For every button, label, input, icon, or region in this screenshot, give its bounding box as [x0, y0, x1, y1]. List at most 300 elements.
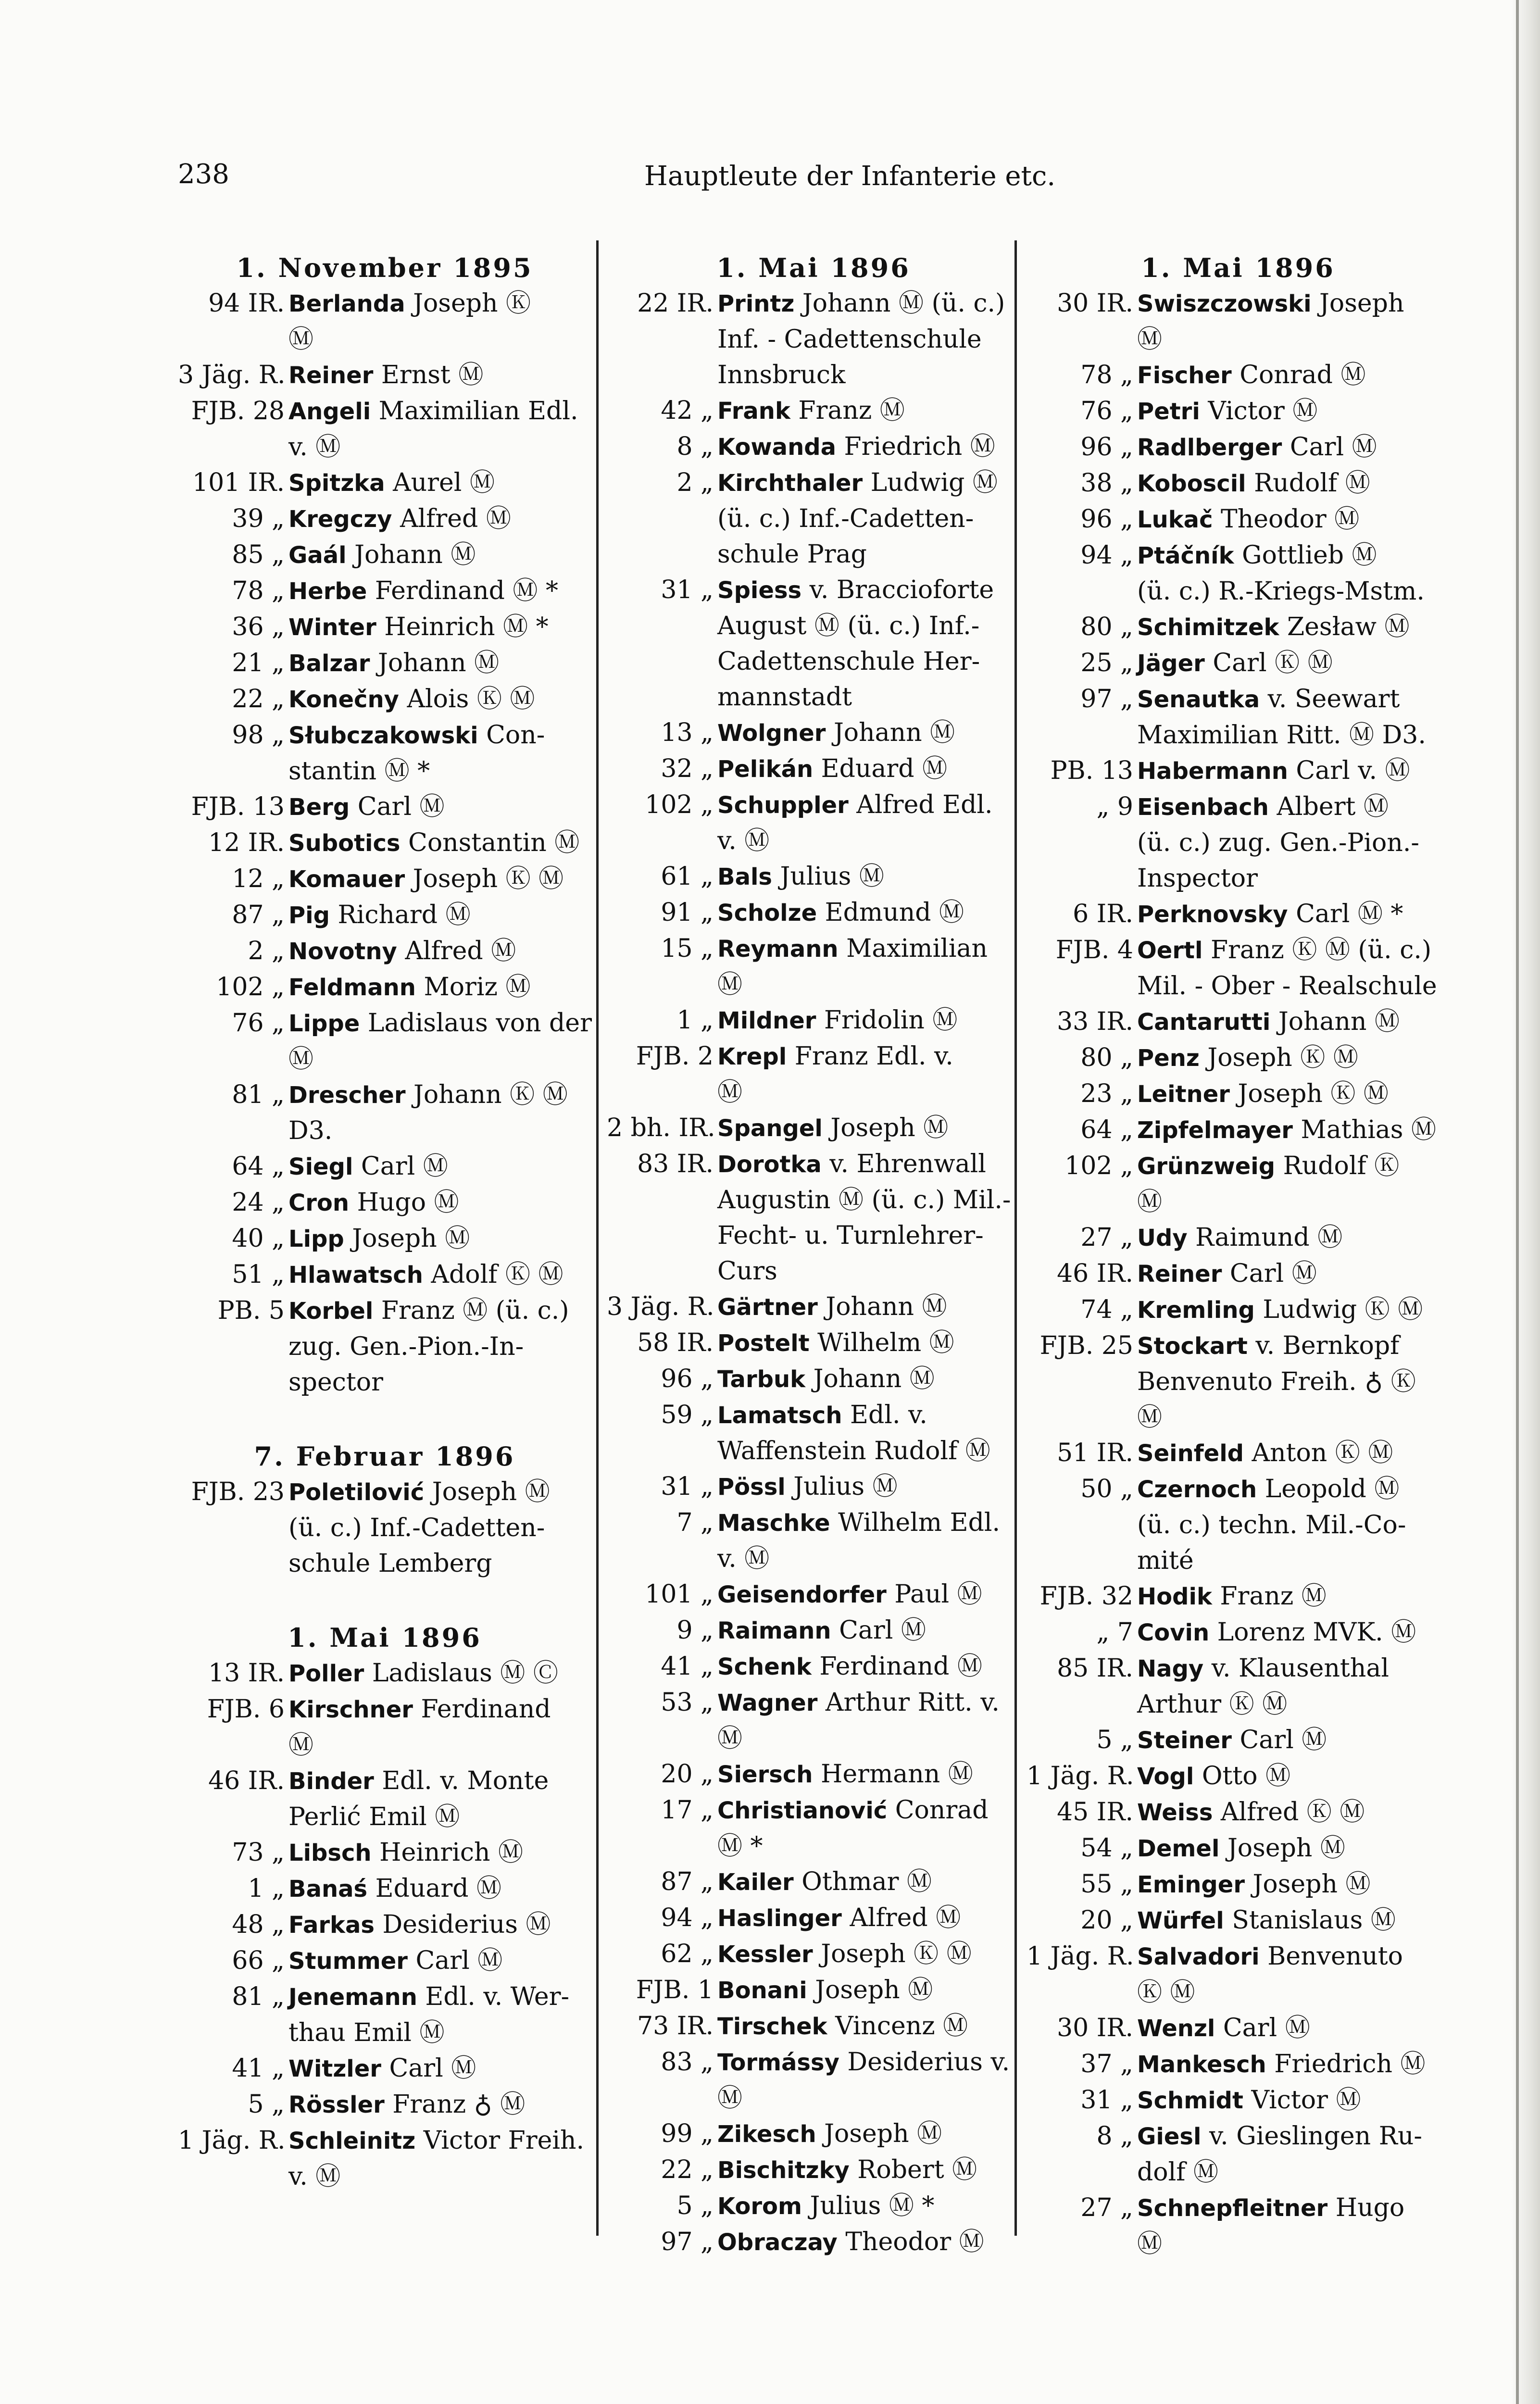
officer-surname: Farkas: [288, 1912, 375, 1939]
officer-details: Johann Ⓜ: [817, 1292, 947, 1321]
officer-details: Rudolf Ⓚ: [1275, 1152, 1400, 1180]
entry-continuation: Ⓜ: [1137, 1188, 1163, 1216]
officer-surname: Jäger: [1137, 650, 1205, 677]
officer-surname: Lippe: [288, 1010, 360, 1037]
list-entry: [1027, 1830, 1450, 1866]
entry-first-line: [1137, 1615, 1450, 1651]
officer-details: Richard Ⓜ: [330, 901, 471, 929]
officer-details: Franz Ⓜ: [1212, 1582, 1327, 1611]
officer-surname: Korom: [717, 2193, 802, 2220]
officer-surname: Leitner: [1137, 1081, 1230, 1108]
unit-number: 27 „: [1080, 1223, 1133, 1252]
list-entry: [1027, 1722, 1450, 1758]
unit-number: 23 „: [1080, 1079, 1133, 1108]
list-entry: [607, 859, 1020, 895]
list-entry: [1027, 1004, 1450, 1040]
list-entry: [178, 1979, 591, 2051]
entry-first-line: [1137, 789, 1450, 825]
entry-first-line: [1137, 896, 1450, 932]
list-entry: [178, 537, 591, 573]
entry-first-line: [288, 1907, 591, 1943]
unit-number: 8 „: [676, 432, 714, 461]
entry-continuation: Fecht- u. Turnlehrer-: [717, 1221, 984, 1250]
officer-surname: Kremling: [1137, 1297, 1255, 1324]
entry-first-line: [1137, 1292, 1450, 1328]
entry-continuation: August Ⓜ (ü. c.) Inf.-: [717, 612, 980, 640]
officer-details: Joseph Ⓜ: [1245, 1870, 1371, 1899]
entry-first-line: [1137, 2082, 1450, 2118]
entry-continuation: zug. Gen.-Pion.-In-: [288, 1332, 524, 1361]
officer-surname: Novotny: [288, 938, 397, 965]
officer-details: Edl. v. Wer-: [417, 1982, 570, 2011]
unit-number: FJB. 23: [191, 1477, 285, 1506]
officer-details: Desiderius Ⓜ: [374, 1910, 551, 1939]
officer-details: Ferdinand Ⓜ *: [367, 576, 558, 605]
officer-surname: Lukač: [1137, 506, 1213, 533]
officer-details: Joseph Ⓚ Ⓜ: [1229, 1079, 1389, 1108]
officer-details: Julius Ⓜ *: [802, 2191, 935, 2220]
list-entry: [178, 1763, 591, 1835]
entry-first-line: [288, 2051, 591, 2087]
entry-continuation: Augustin Ⓜ (ü. c.) Mil.-: [717, 1186, 1011, 1215]
officer-surname: Spiess: [717, 577, 802, 604]
officer-details: Julius Ⓜ: [785, 1472, 898, 1501]
officer-surname: Wenzl: [1137, 2015, 1215, 2042]
entry-first-line: [717, 2116, 1020, 2152]
section-gap: [178, 1400, 591, 1439]
officer-surname: Koboscil: [1137, 470, 1246, 497]
list-entry: [1027, 1435, 1450, 1471]
officer-details: Paul Ⓜ: [886, 1580, 982, 1609]
officer-details: Alfred Ⓜ: [392, 504, 511, 533]
officer-details: v. Braccioforte: [801, 576, 994, 604]
entry-first-line: [288, 357, 591, 393]
officer-details: Johann Ⓜ: [370, 649, 500, 677]
unit-number: 2 bh. IR.: [607, 1114, 715, 1142]
list-entry: [607, 2152, 1020, 2188]
entry-continuation: spector: [288, 1368, 383, 1397]
officer-surname: Rössler: [288, 2091, 385, 2118]
officer-details: v. Bernkopf: [1247, 1331, 1400, 1360]
unit-number: 64 „: [232, 1152, 285, 1181]
entry-continuation: (ü. c.) techn. Mil.-Co-: [1137, 1511, 1406, 1540]
unit-number: FJB. 4: [1055, 936, 1133, 964]
officer-surname: Czernoch: [1137, 1476, 1257, 1503]
entry-first-line: [288, 1691, 591, 1728]
officer-surname: Raimann: [717, 1617, 831, 1644]
list-entry: [178, 933, 591, 969]
entry-continuation: Ⓜ: [717, 970, 743, 999]
unit-number: 45 IR.: [1057, 1798, 1133, 1827]
list-entry: [178, 465, 591, 501]
entry-first-line: [288, 1763, 591, 1799]
entry-continuation: v. Ⓜ: [717, 1544, 770, 1573]
unit-number: 1 „: [248, 1874, 285, 1903]
entry-first-line: [288, 1835, 591, 1871]
entry-continuation: Inspector: [1137, 864, 1258, 893]
entry-continuation: Ⓜ: [1137, 1403, 1163, 1432]
officer-surname: Reiner: [288, 362, 374, 389]
officer-details: Gottlieb Ⓜ: [1234, 541, 1377, 570]
entry-first-line: [717, 1002, 1020, 1039]
list-entry: [178, 681, 591, 717]
list-entry: [607, 2008, 1020, 2044]
officer-surname: Feldmann: [288, 974, 416, 1001]
unit-number: 50 „: [1080, 1475, 1133, 1503]
list-entry: [607, 1469, 1020, 1505]
officer-surname: Habermann: [1137, 758, 1288, 785]
unit-number: 48 „: [232, 1910, 285, 1939]
list-entry: [607, 429, 1020, 465]
unit-number: FJB. 1: [636, 1976, 714, 2004]
officer-surname: Drescher: [288, 1082, 406, 1109]
unit-number: 78 „: [232, 576, 285, 605]
list-entry: [607, 1110, 1020, 1146]
entry-first-line: [717, 895, 1020, 931]
entry-first-line: [717, 1792, 1020, 1828]
officer-details: Wilhelm Edl.: [830, 1508, 1001, 1537]
unit-number: 5 „: [248, 2090, 285, 2119]
list-entry: [1027, 1112, 1450, 1148]
unit-number: 38 „: [1080, 469, 1133, 498]
list-entry: [178, 645, 591, 681]
officer-surname: Bonani: [717, 1977, 807, 2004]
entry-continuation: Ⓜ: [717, 2084, 743, 2113]
officer-details: Carl Ⓜ: [350, 792, 445, 821]
entry-continuation: Waffenstein Rudolf Ⓜ: [717, 1437, 990, 1465]
list-entry: [1027, 2082, 1450, 2118]
officer-details: Ladislaus Ⓜ Ⓒ: [364, 1659, 558, 1688]
officer-surname: Kowanda: [717, 434, 836, 461]
entry-continuation: v. Ⓜ: [288, 433, 341, 462]
entry-first-line: [717, 429, 1020, 465]
officer-details: v. Gieslingen Ru-: [1201, 2122, 1422, 2151]
officer-details: Franz Ⓜ: [790, 396, 905, 425]
officer-details: Franz Ⓚ Ⓜ (ü. c.): [1202, 936, 1432, 964]
officer-details: Carl Ⓚ Ⓜ: [1204, 649, 1333, 677]
officer-surname: Haslinger: [717, 1905, 842, 1932]
officer-details: Joseph Ⓚ Ⓜ: [405, 864, 564, 893]
officer-details: Carl Ⓜ: [1222, 1259, 1317, 1288]
officer-surname: Lipp: [288, 1226, 344, 1252]
officer-surname: Pössl: [717, 1474, 786, 1501]
officer-surname: Siegl: [288, 1153, 353, 1180]
list-entry: [1027, 1148, 1450, 1220]
officer-surname: Binder: [288, 1768, 374, 1795]
unit-number: 27 „: [1080, 2193, 1133, 2222]
entry-first-line: [717, 1469, 1020, 1505]
officer-details: Conrad Ⓜ: [1231, 361, 1366, 389]
entry-first-line: [717, 1039, 1020, 1075]
entry-first-line: [1137, 357, 1450, 393]
entry-first-line: [288, 933, 591, 969]
list-entry: [178, 1293, 591, 1400]
officer-details: Friedrich Ⓜ: [1266, 2050, 1426, 2078]
entry-continuation: schule Prag: [717, 540, 867, 569]
officer-details: Joseph Ⓜ: [816, 2119, 942, 2148]
unit-number: 20 „: [1080, 1906, 1133, 1935]
entry-continuation: mannstadt: [717, 683, 852, 712]
officer-surname: Ptáčník: [1137, 542, 1234, 569]
entry-first-line: [1137, 1220, 1450, 1256]
officer-details: Albert Ⓜ: [1268, 792, 1389, 821]
list-entry: [1027, 1256, 1450, 1292]
list-entry: [178, 1871, 591, 1907]
unit-number: 20 „: [661, 1760, 714, 1789]
entry-first-line: [717, 1505, 1020, 1541]
entry-first-line: [717, 1361, 1020, 1397]
entry-first-line: [1137, 2046, 1450, 2082]
list-entry: [1027, 932, 1450, 1004]
entry-first-line: [717, 1972, 1020, 2008]
list-entry: [1027, 1903, 1450, 1939]
entry-first-line: [1137, 465, 1450, 501]
unit-number: 102 „: [1064, 1152, 1133, 1180]
entry-first-line: [1137, 1758, 1450, 1794]
page-header: [178, 159, 1447, 202]
entry-first-line: [288, 537, 591, 573]
list-entry: [178, 1474, 591, 1581]
officer-surname: Christianović: [717, 1797, 888, 1824]
unit-number: 37 „: [1080, 2050, 1133, 2078]
list-entry: [607, 1577, 1020, 1613]
entry-continuation: Arthur Ⓚ Ⓜ: [1137, 1690, 1288, 1719]
unit-number: 83 „: [661, 2048, 714, 2077]
section-title: 1. Mai 1896: [1141, 252, 1335, 283]
unit-number: 5 „: [676, 2191, 714, 2220]
officer-surname: Schnepfleitner: [1137, 2195, 1328, 2222]
unit-number: 12 „: [232, 864, 285, 893]
officer-surname: Schleinitz: [288, 2128, 416, 2154]
entry-continuation: Ⓜ: [717, 1078, 743, 1107]
entry-first-line: [288, 717, 591, 753]
list-entry: [1027, 501, 1450, 538]
entry-first-line: [288, 609, 591, 645]
officer-surname: Stummer: [288, 1948, 408, 1975]
entry-first-line: [717, 1110, 1020, 1146]
list-entry: [178, 1221, 591, 1257]
officer-details: Alfred Ⓜ: [397, 937, 516, 965]
unit-number: PB. 5: [217, 1296, 285, 1325]
officer-details: Maximilian Edl.: [371, 397, 578, 426]
officer-surname: Hodik: [1137, 1583, 1212, 1610]
officer-surname: Perknovsky: [1137, 901, 1288, 928]
officer-details: Carl Ⓜ: [381, 2054, 476, 2083]
officer-details: Carl Ⓜ *: [1288, 900, 1403, 928]
entry-first-line: [717, 1397, 1020, 1433]
unit-number: PB. 13: [1050, 756, 1133, 785]
list-entry: [1027, 1040, 1450, 1076]
list-entry: [607, 895, 1020, 931]
officer-surname: Tormássy: [717, 2049, 839, 2076]
officer-details: Theodor Ⓜ: [1213, 505, 1360, 534]
officer-details: Leopold Ⓜ: [1257, 1475, 1400, 1503]
list-entry: [178, 357, 591, 393]
list-entry: [178, 2051, 591, 2087]
officer-surname: Dorotka: [717, 1151, 822, 1178]
entry-first-line: [288, 1077, 591, 1113]
unit-number: 7 „: [676, 1508, 714, 1537]
entry-continuation: Ⓜ: [288, 1731, 314, 1760]
officer-surname: Eminger: [1137, 1871, 1245, 1898]
unit-number: 64 „: [1080, 1115, 1133, 1144]
entry-continuation: v. Ⓜ: [717, 826, 770, 855]
entry-first-line: [717, 1613, 1020, 1649]
officer-details: Fridolin Ⓜ: [816, 1006, 958, 1035]
unit-number: 42 „: [661, 396, 714, 425]
list-entry: [607, 1792, 1020, 1864]
officer-details: Robert Ⓜ: [849, 2155, 977, 2184]
entry-continuation: v. Ⓜ: [288, 2162, 341, 2191]
officer-surname: Korbel: [288, 1298, 374, 1325]
officer-surname: Jenemann: [288, 1984, 417, 2011]
list-entry: [178, 1907, 591, 1943]
officer-details: Edl. v.: [842, 1401, 927, 1429]
list-entry: [607, 286, 1020, 393]
officer-surname: Radlberger: [1137, 434, 1282, 461]
officer-details: Joseph Ⓚ: [405, 289, 531, 318]
officer-details: v. Ehrenwall: [821, 1150, 986, 1178]
unit-number: 46 IR.: [1057, 1259, 1133, 1288]
list-entry: [178, 897, 591, 933]
entry-first-line: [288, 501, 591, 537]
entry-first-line: [1137, 1256, 1450, 1292]
unit-number: 76 „: [232, 1009, 285, 1038]
entry-first-line: [717, 393, 1020, 429]
officer-surname: Pelikán: [717, 756, 814, 783]
entry-first-line: [717, 1900, 1020, 1936]
entry-first-line: [717, 1289, 1020, 1325]
list-entry: [178, 1077, 591, 1149]
unit-number: 1 „: [676, 1006, 714, 1035]
officer-surname: Banaś: [288, 1876, 368, 1903]
officer-surname: Maschke: [717, 1510, 830, 1537]
list-entry: [1027, 1328, 1450, 1435]
unit-number: 13 IR.: [208, 1659, 285, 1688]
list-entry: [607, 931, 1020, 1002]
officer-surname: Krepl: [717, 1043, 787, 1070]
officer-surname: Angeli: [288, 398, 371, 425]
entry-first-line: [717, 465, 1020, 501]
list-entry: [607, 2116, 1020, 2152]
officer-details: Ladislaus von der: [360, 1009, 592, 1038]
unit-number: 39 „: [232, 504, 285, 533]
section-title: 7. Februar 1896: [254, 1441, 515, 1472]
entry-first-line: [1137, 538, 1450, 574]
officer-details: Othmar Ⓜ: [793, 1867, 932, 1896]
list-entry: [178, 609, 591, 645]
list-entry: [607, 1361, 1020, 1397]
officer-details: Eduard Ⓜ: [813, 754, 948, 783]
officer-details: Julius Ⓜ: [772, 862, 884, 891]
section-title: 1. Mai 1896: [716, 252, 911, 283]
unit-number: 31 „: [661, 576, 714, 604]
entry-first-line: [717, 1685, 1020, 1721]
unit-number: 1 Jäg. R.: [178, 2126, 286, 2155]
unit-number: 85 IR.: [1057, 1654, 1133, 1683]
unit-number: 74 „: [1080, 1295, 1133, 1324]
entry-first-line: [288, 1943, 591, 1979]
entry-first-line: [717, 1577, 1020, 1613]
officer-surname: Konečny: [288, 686, 399, 713]
officer-surname: Zikesch: [717, 2121, 816, 2148]
unit-number: 94 „: [1080, 541, 1133, 570]
officer-details: Johann Ⓜ (ü. c.): [794, 289, 1005, 318]
officer-details: Ferdinand Ⓜ: [811, 1652, 982, 1681]
officer-surname: Lamatsch: [717, 1402, 842, 1429]
unit-number: 76 „: [1080, 397, 1133, 426]
unit-number: 22 „: [661, 2155, 714, 2184]
officer-surname: Bals: [717, 864, 772, 890]
entry-first-line: [717, 1649, 1020, 1685]
list-entry: [1027, 2118, 1450, 2190]
unit-number: FJB. 32: [1039, 1582, 1133, 1611]
officer-details: Victor Ⓜ: [1243, 2086, 1361, 2115]
officer-surname: Schuppler: [717, 792, 849, 819]
officer-details: Johann Ⓜ: [826, 718, 955, 747]
page-edge: [1511, 0, 1540, 2404]
officer-details: Ludwig Ⓚ Ⓜ: [1254, 1295, 1423, 1324]
officer-details: Heinrich Ⓜ: [371, 1838, 523, 1867]
officer-surname: Geisendorfer: [717, 1581, 887, 1608]
entry-continuation: dolf Ⓜ: [1137, 2158, 1219, 2187]
unit-number: 9 „: [676, 1616, 714, 1645]
unit-number: 5 „: [1096, 1726, 1133, 1754]
list-entry: [607, 1756, 1020, 1792]
officer-details: Alois Ⓚ Ⓜ: [399, 685, 535, 714]
officer-surname: Eisenbach: [1137, 794, 1269, 821]
officer-surname: Postelt: [717, 1330, 810, 1357]
entry-continuation: thau Emil Ⓜ: [288, 2018, 445, 2047]
officer-details: Theodor Ⓜ: [837, 2228, 984, 2256]
entry-first-line: [1137, 286, 1450, 322]
entry-first-line: [1137, 753, 1450, 789]
entry-first-line: [288, 1293, 591, 1329]
entry-first-line: [717, 2008, 1020, 2044]
officer-details: Conrad: [887, 1796, 989, 1825]
list-entry: [178, 393, 591, 465]
officer-details: Maximilian: [838, 934, 988, 963]
list-entry: [607, 1325, 1020, 1361]
entry-first-line: [288, 681, 591, 717]
list-entry: [1027, 1939, 1450, 2010]
list-entry: [1027, 1794, 1450, 1830]
list-entry: [1027, 896, 1450, 932]
unit-number: 81 „: [232, 1982, 285, 2011]
list-entry: [178, 825, 591, 861]
officer-surname: Nagy: [1137, 1655, 1204, 1682]
entry-first-line: [1137, 501, 1450, 538]
unit-number: 3 Jäg. R.: [178, 361, 286, 389]
unit-number: 101 „: [645, 1580, 714, 1609]
officer-details: Alfred Ⓚ Ⓜ: [1213, 1798, 1365, 1827]
officer-surname: Schenk: [717, 1653, 812, 1680]
officer-details: Victor Freih.: [415, 2126, 585, 2155]
officer-details: Joseph: [1311, 289, 1404, 318]
entry-first-line: [717, 1936, 1020, 1972]
officer-surname: Grünzweig: [1137, 1153, 1276, 1180]
officer-surname: Kregczy: [288, 506, 392, 533]
entry-continuation: Ⓜ: [288, 325, 314, 354]
officer-surname: Herbe: [288, 578, 367, 605]
officer-details: Hermann Ⓜ: [813, 1760, 973, 1789]
column-divider-1: [596, 240, 599, 2236]
list-entry: [178, 969, 591, 1005]
unit-number: FJB. 28: [191, 397, 285, 426]
officer-details: Joseph Ⓜ: [807, 1976, 933, 2004]
officer-details: Aurel Ⓜ: [385, 468, 495, 497]
unit-number: 62 „: [661, 1940, 714, 1968]
